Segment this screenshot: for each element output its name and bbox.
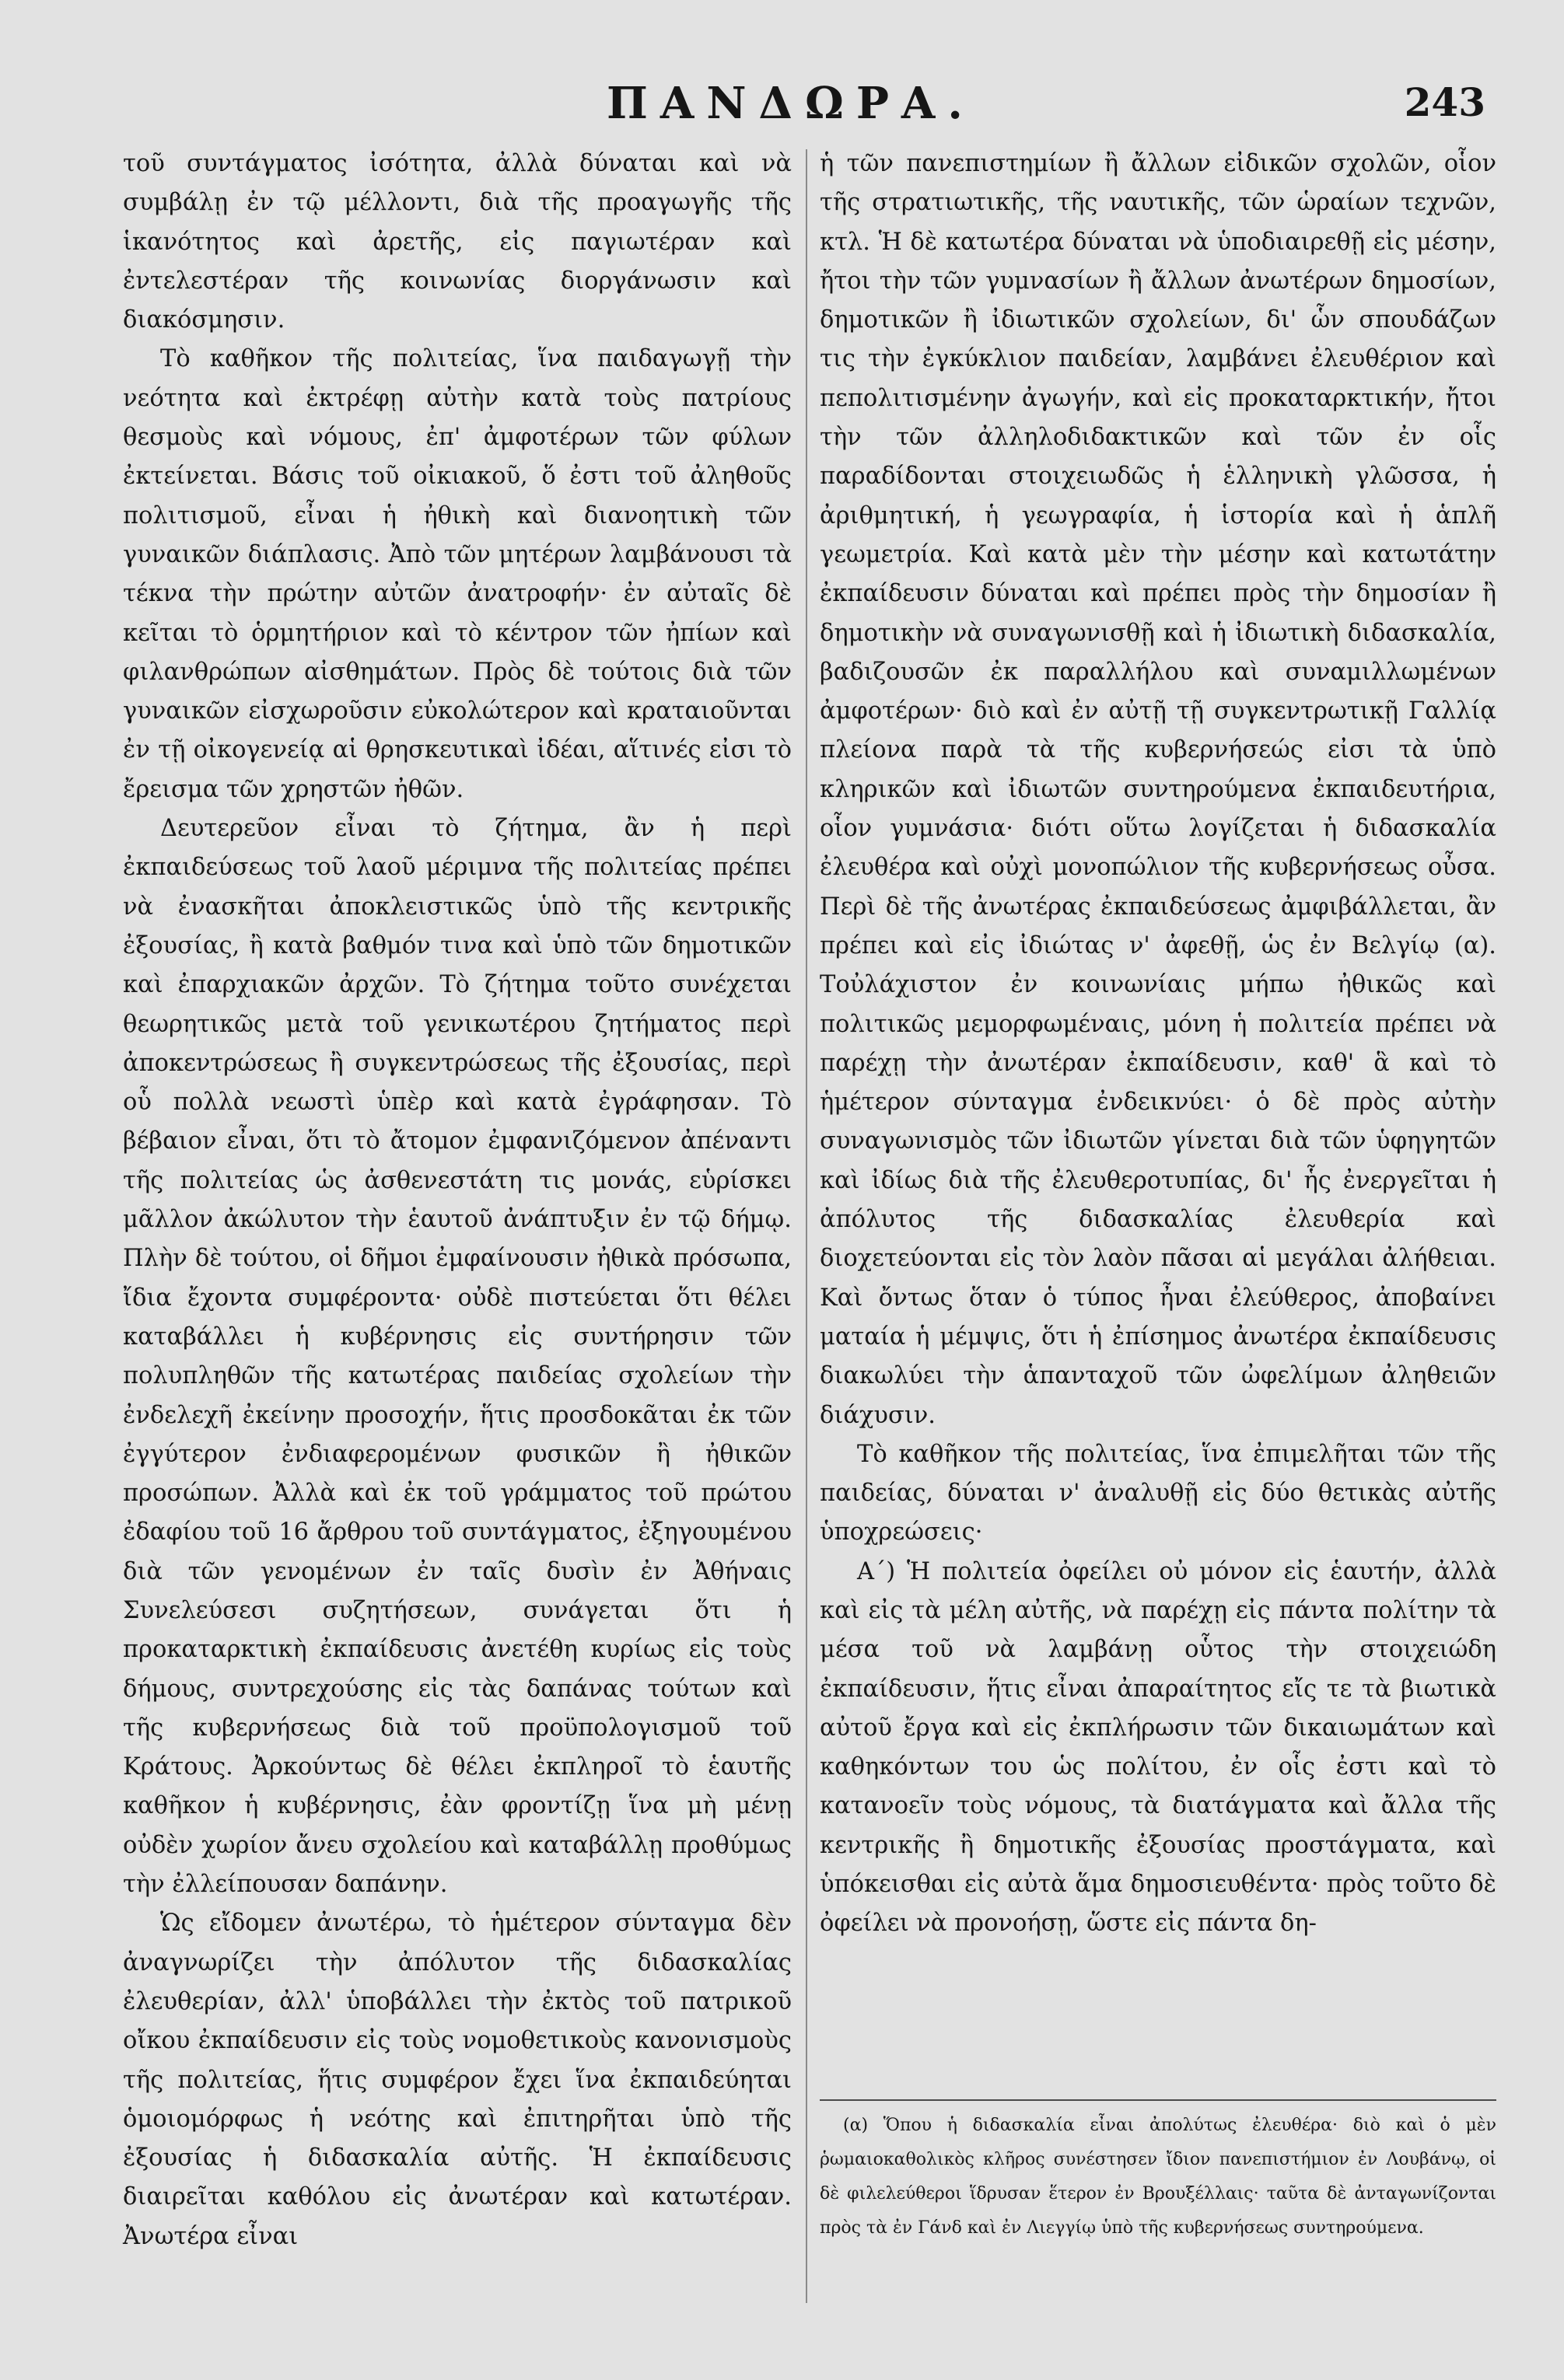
running-title: ΠΑΝΔΩΡΑ. <box>607 78 975 129</box>
page-number: 243 <box>1404 79 1485 125</box>
paragraph: Α´) Ἡ πολιτεία ὀφείλει οὐ μόνον εἰς ἑαυτήν, ἀλλὰ καὶ εἰς τὰ μέλη αὐτῆς, νὰ παρέχῃ εἰς πάντα πολίτην τὰ μέσα τοῦ νὰ λαμβάνῃ οὗτος τὴν στοιχειώδη ἐκπαίδευσιν, ἥτις εἶναι ἀπαραίτητος εἴς τε τὰ βιωτικὰ αὐτοῦ ἔργα καὶ εἰς ἐκπλήρωσιν τῶν δικαιωμάτων καὶ καθηκόντων του ὡς πολίτου, ἐν οἷς ἐστι καὶ τὸ κατανοεῖν τοὺς νόμους, τὰ διατάγματα καὶ ἄλλα τῆς κεντρικῆς ἢ δημοτικῆς ἐξουσίας προστάγματα, καὶ ὑπόκεισθαι εἰς αὐτὰ ἅμα δημοσιευθέντα· πρὸς τοῦτο δὲ ὀφείλει νὰ προνοήσῃ, ὥστε εἰς πάντα δη- <box>820 1557 1496 1938</box>
paragraph: Τὸ καθῆκον τῆς πολιτείας, ἵνα ἐπιμελῆται τῶν τῆς παιδείας, δύναται ν' ἀναλυθῇ εἰς δύο θετικὰς αὐτῆς ὑποχρεώσεις· <box>820 1440 1496 1546</box>
paragraph: τοῦ συντάγματος ἰσότητα, ἀλλὰ δύναται καὶ νὰ συμβάλῃ ἐν τῷ μέλλοντι, διὰ τῆς προαγωγῆς τῆς ἱκανότητος καὶ ἀρετῆς, εἰς παγιωτέραν καὶ ἐντελεστέραν τῆς κοινωνίας διοργάνωσιν καὶ διακόσμησιν. <box>123 150 792 334</box>
paragraph: ἡ τῶν πανεπιστημίων ἢ ἄλλων εἰδικῶν σχολῶν, οἷον τῆς στρατιωτικῆς, τῆς ναυτικῆς, τῶν ὡραίων τεχνῶν, κτλ. Ἡ δὲ κατωτέρα δύναται νὰ ὑποδιαιρεθῇ εἰς μέσην, ἤτοι τὴν τῶν γυμνασίων ἢ ἄλλων ἀνωτέρων δημοσίων, δημοτικῶν ἢ ἰδιωτικῶν σχολείων, δι' ὧν σπουδάζων τις τὴν ἐγκύκλιον παιδείαν, λαμβάνει ἐλευθέριον καὶ πεπολιτισμένην ἀγωγήν, καὶ εἰς προκαταρκτικήν, ἤτοι τὴν τῶν ἀλληλοδιδακτικῶν καὶ τῶν ἐν οἷς παραδίδονται στοιχειωδῶς ἡ ἑλληνικὴ γλῶσσα, ἡ ἀριθμητική, ἡ γεωγραφία, ἡ ἱστορία καὶ ἡ ἁπλῆ γεωμετρία. Καὶ κατὰ μὲν τὴν μέσην καὶ κατωτάτην ἐκπαίδευσιν δύναται καὶ πρέπει πρὸς τὴν δημοσίαν ἢ δημοτικὴν νὰ συναγωνισθῇ καὶ ἡ ἰδιωτικὴ διδασκαλία, βαδιζουσῶν ἐκ παραλλήλου καὶ συναμιλλωμένων ἀμφοτέρων· διὸ καὶ ἐν αὐτῇ τῇ συγκεντρωτικῇ Γαλλίᾳ πλείονα παρὰ τὰ τῆς κυβερνήσεώς εἰσι τὰ ὑπὸ κληρικῶν καὶ ἰδιωτῶν συντηρούμενα ἐκπαιδευτήρια, οἷον γυμνάσια· διότι οὕτω λογίζεται ἡ διδασκαλία ἐλευθέρα καὶ οὐχὶ μονοπώλιον τῆς κυβερνήσεως οὖσα. Περὶ δὲ τῆς ἀνωτέρας ἐκπαιδεύσεως ἀμφιβάλλεται, ἂν πρέπει καὶ εἰς ἰδιώτας ν' ἀφεθῇ, ὡς ἐν Βελγίῳ (α). Τοὐλάχιστον ἐν κοινωνίαις μήπω ἠθικῶς καὶ πολιτικῶς μεμορφωμέναις, μόνη ἡ πολιτεία πρέπει νὰ παρέχῃ τὴν ἀνωτέραν ἐκπαίδευσιν, καθ' ἃ καὶ τὸ ἡμέτερον σύνταγμα ἐνδεικνύει· ὁ δὲ πρὸς αὐτὴν συναγωνισμὸς τῶν ἰδιωτῶν γίνεται διὰ τῶν ὑφηγητῶν καὶ ἰδίως διὰ τῆς ἐλευθεροτυπίας, δι' ἧς ἐνεργεῖται ἡ ἀπόλυτος τῆς διδασκαλίας ἐλευθερία καὶ διοχετεύονται εἰς τὸν λαὸν πᾶσαι αἱ μεγάλαι ἀλήθειαι. Καὶ ὄντως ὅταν ὁ τύπος ἦναι ἐλεύθερος, ἀποβαίνει ματαία ἡ μέμψις, ὅτι ἡ ἐπίσημος ἀνωτέρα ἐκπαίδευσις διακωλύει τὴν ἁπανταχοῦ τῶν ὠφελίμων ἀληθειῶν διάχυσιν. <box>820 150 1496 1429</box>
paragraph: Ὡς εἴδομεν ἀνωτέρω, τὸ ἡμέτερον σύνταγμα δὲν ἀναγνωρίζει τὴν ἀπόλυτον τῆς διδασκαλίας ἐλευθερίαν, ἀλλ' ὑποβάλλει τὴν ἐκτὸς τοῦ πατρικοῦ οἴκου ἐκπαίδευσιν εἰς τοὺς νομοθετικοὺς κανονισμοὺς τῆς πολιτείας, ἥτις συμφέρον ἔχει ἵνα ἐκπαιδεύηται ὁμοιομόρφως ἡ νεότης καὶ ἐπιτηρῆται ὑπὸ τῆς ἐξουσίας ἡ διδασκαλία αὐτῆς. Ἡ ἐκπαίδευσις διαιρεῖται καθόλου εἰς ἀνωτέραν καὶ κατωτέραν. Ἀνωτέρα εἶναι <box>123 1910 792 2250</box>
page-header <box>0 78 1564 134</box>
right-column <box>820 145 1496 1944</box>
left-column <box>123 145 792 2256</box>
paragraph: Δευτερεῦον εἶναι τὸ ζήτημα, ἂν ἡ περὶ ἐκπαιδεύσεως τοῦ λαοῦ μέριμνα τῆς πολιτείας πρέπει νὰ ἐνασκῆται ἀποκλειστικῶς ὑπὸ τῆς κεντρικῆς ἐξουσίας, ἢ κατὰ βαθμόν τινα καὶ ὑπὸ τῶν δημοτικῶν καὶ ἐπαρχιακῶν ἀρχῶν. Τὸ ζήτημα τοῦτο συνέχεται θεωρητικῶς μετὰ τοῦ γενικωτέρου ζητήματος περὶ ἀποκεντρώσεως ἢ συγκεντρώσεως τῆς ἐξουσίας, περὶ οὗ πολλὰ νεωστὶ ὑπὲρ καὶ κατὰ ἐγράφησαν. Τὸ βέβαιον εἶναι, ὅτι τὸ ἄτομον ἐμφανιζόμενον ἀπέναντι τῆς πολιτείας ὡς ἀσθενεστάτη τις μονάς, εὑρίσκει μᾶλλον ἀκώλυτον τὴν ἑαυτοῦ ἀνάπτυξιν ἐν τῷ δήμῳ. Πλὴν δὲ τούτου, οἱ δῆμοι ἐμφαίνουσιν ἠθικὰ πρόσωπα, ἴδια ἔχοντα συμφέροντα· οὐδὲ πιστεύεται ὅτι θέλει καταβάλλει ἡ κυβέρνησις εἰς συντήρησιν τῶν πολυπληθῶν τῆς κατωτέρας παιδείας σχολείων τὴν ἐνδελεχῆ ἐκείνην προσοχήν, ἥτις προσδοκᾶται ἐκ τῶν ἐγγύτερον ἐνδιαφερομένων φυσικῶν ἢ ἠθικῶν προσώπων. Ἀλλὰ καὶ ἐκ τοῦ γράμματος τοῦ πρώτου ἐδαφίου τοῦ 16 ἄρθρου τοῦ συντάγματος, ἐξηγουμένου διὰ τῶν γενομένων ἐν ταῖς δυσὶν ἐν Ἀθήναις Συνελεύσεσι συζητήσεων, συνάγεται ὅτι ἡ προκαταρκτικὴ ἐκπαίδευσις ἀνετέθη κυρίως εἰς τοὺς δήμους, συντρεχούσης εἰς τὰς δαπάνας τούτων καὶ τῆς κυβερνήσεως διὰ τοῦ προϋπολογισμοῦ τοῦ Κράτους. Ἀρκούντως δὲ θέλει ἐκπληροῖ τὸ ἑαυτῆς καθῆκον ἡ κυβέρνησις, ἐὰν φροντίζῃ ἵνα μὴ μένῃ οὐδὲν χωρίον ἄνευ σχολείου καὶ καταβάλλῃ προθύμως τὴν ἐλλείπουσαν δαπάνην. <box>123 815 792 1899</box>
footnote-divider <box>820 2099 1496 2101</box>
paragraph: Τὸ καθῆκον τῆς πολιτείας, ἵνα παιδαγωγῇ τὴν νεότητα καὶ ἐκτρέφῃ αὐτὴν κατὰ τοὺς πατρίους θεσμοὺς καὶ νόμους, ἐπ' ἀμφοτέρων τῶν φύλων ἐκτείνεται. Βάσις τοῦ οἰκιακοῦ, ὅ ἐστι τοῦ ἀληθοῦς πολιτισμοῦ, εἶναι ἡ ἠθικὴ καὶ διανοητικὴ τῶν γυναικῶν διάπλασις. Ἀπὸ τῶν μητέρων λαμβάνουσι τὰ τέκνα τὴν πρώτην αὐτῶν ἀνατροφήν· ἐν αὐταῖς δὲ κεῖται τὸ ὁρμητήριον καὶ τὸ κέντρον τῶν ἠπίων καὶ φιλανθρώπων αἰσθημάτων. Πρὸς δὲ τούτοις διὰ τῶν γυναικῶν εἰσχωροῦσιν εὐκολώτερον καὶ κραταιοῦνται ἐν τῇ οἰκογενείᾳ αἱ θρησκευτικαὶ ἰδέαι, αἵτινές εἰσι τὸ ἔρεισμα τῶν χρηστῶν ἠθῶν. <box>123 345 792 803</box>
column-divider <box>806 149 807 2303</box>
footnote: (α) Ὅπου ἡ διδασκαλία εἶναι ἀπολύτως ἐλευθέρα· διὸ καὶ ὁ μὲν ῥωμαιοκαθολικὸς κλῆρος συνέστησεν ἴδιον πανεπιστήμιον ἐν Λουβάνῳ, οἱ δὲ φιλελεύθεροι ἵδρυσαν ἕτερον ἐν Βρουξέλλαις· ταῦτα δὲ ἀνταγωνίζονται πρὸς τὰ ἐν Γάνδ καὶ ἐν Λιεγγίῳ ὑπὸ τῆς κυβερνήσεως συντηρούμενα. <box>820 2116 1496 2238</box>
